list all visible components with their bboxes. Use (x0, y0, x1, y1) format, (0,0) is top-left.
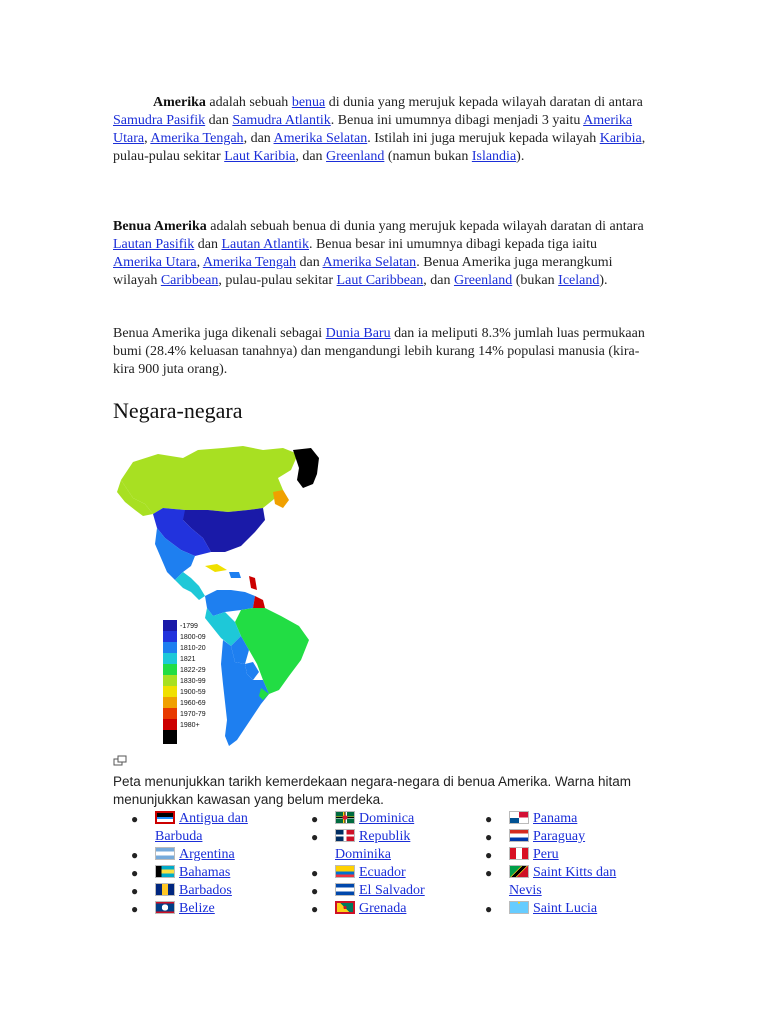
link-grenada[interactable]: Grenada (359, 901, 407, 916)
flag-el-salvador-icon (335, 883, 355, 896)
link-samudra-pasifik[interactable]: Samudra Pasifik (113, 113, 206, 128)
americas-independence-map[interactable] (113, 440, 323, 750)
flag-saint-lucia-icon (509, 901, 529, 914)
legend-label-8: 1970-79 (180, 711, 206, 718)
list-item (293, 810, 468, 828)
link-el-salvador[interactable]: El Salvador (359, 883, 425, 898)
link-samudra-atlantik[interactable]: Samudra Atlantik (232, 113, 331, 128)
legend-label-5: 1830-99 (180, 678, 206, 685)
link-lautan-atlantik[interactable]: Lautan Atlantik (221, 237, 309, 252)
legend-label-1: 1800-09 (180, 634, 206, 641)
country-list-col-1 (113, 810, 293, 918)
bullet: ● (311, 830, 319, 844)
list-item (293, 900, 468, 918)
link-amerika-tengah-2[interactable]: Amerika Tengah (202, 255, 297, 270)
link-dominica[interactable]: Dominica (359, 811, 415, 826)
flag-panama-icon (509, 811, 529, 824)
bullet: ● (485, 830, 493, 844)
map-region-greenland (293, 448, 319, 488)
link-republik-dominika[interactable]: Republik (359, 829, 411, 844)
flag-barbados-icon (155, 883, 175, 896)
flag-saint-kitts-icon (509, 865, 529, 878)
list-item (113, 810, 293, 846)
bullet: ● (131, 848, 139, 862)
list-item (467, 900, 642, 918)
link-republik-dominika-line2[interactable]: Dominika (335, 847, 391, 862)
map-region-cuba (205, 564, 227, 572)
list-item (113, 846, 293, 864)
legend-label-4: 1822-29 (180, 667, 206, 674)
enlarge-icon[interactable] (113, 755, 127, 767)
map-legend (163, 620, 206, 744)
link-laut-caribbean[interactable]: Laut Caribbean (336, 273, 424, 288)
link-saint-lucia[interactable]: Saint Lucia (533, 901, 598, 916)
link-ecuador[interactable]: Ecuador (359, 865, 406, 880)
map-caption: Peta menunjukkan tarikh kemerdekaan negara-negara di benua Amerika. Warna hitam menunjukkan kawasan yang belum merdeka. (113, 774, 632, 807)
section-heading: Negara-negara (113, 398, 243, 423)
country-list-col-3 (467, 810, 642, 918)
flag-argentina-icon (155, 847, 175, 860)
link-barbados[interactable]: Barbados (179, 883, 232, 898)
legend-label-9: 1980+ (180, 722, 200, 729)
map-region-lesser-antilles (249, 576, 257, 590)
link-bahamas[interactable]: Bahamas (179, 865, 231, 880)
map-region-hispaniola (229, 572, 241, 578)
second-paragraph: Benua Amerika adalah sebuah benua di dunia yang merujuk kepada wilayah daratan di antara Lautan Pasifik dan Lautan Atlantik. Benua besar ini umumnya dibagi kepada tiga iaitu Amerika Utara, Amerika Tengah dan Amerika Selatan. Benua Amerika juga merangkumi wilayah Caribbean, pulau-pulau sekitar Laut Caribbean, dan Greenland (bukan Iceland). (113, 219, 644, 288)
country-list-col-2 (293, 810, 468, 918)
list-item (113, 882, 293, 900)
link-caribbean[interactable]: Caribbean (160, 273, 219, 288)
list-item (467, 828, 642, 846)
link-greenland-2[interactable]: Greenland (453, 273, 513, 288)
link-panama[interactable]: Panama (533, 811, 578, 826)
list-item (293, 882, 468, 900)
legend-label-7: 1960-69 (180, 700, 206, 707)
flag-ecuador-icon (335, 865, 355, 878)
link-amerika-utara-2[interactable]: Amerika Utara (113, 255, 197, 270)
link-belize[interactable]: Belize (179, 901, 215, 916)
bullet: ● (311, 866, 319, 880)
flag-dominican-republic-icon (335, 829, 355, 842)
bullet: ● (485, 812, 493, 826)
intro-paragraph: Amerika adalah sebuah benua di dunia yang merujuk kepada wilayah daratan di antara Samudra Pasifik dan Samudra Atlantik. Benua ini umumnya dibagi menjadi 3 yaitu Amerika Utara, Amerika Tengah, dan Amerika Selatan. Istilah ini juga merujuk kepada wilayah Karibia, pulau-pulau sekitar Laut Karibia, dan Greenland (namun bukan Islandia). (113, 95, 646, 164)
third-paragraph: Benua Amerika juga dikenali sebagai Dunia Baru dan ia meliputi 8.3% jumlah luas permukaan bumi (28.4% keluasan tanahnya) dan mengandungi lebih kurang 14% populasi manusia (kira-kira 900 juta orang). (113, 326, 645, 377)
flag-grenada-icon (335, 901, 355, 914)
flag-belize-icon (155, 901, 175, 914)
link-islandia[interactable]: Islandia (471, 149, 517, 164)
legend-label-6: 1900-59 (180, 689, 206, 696)
legend-label-2: 1810-20 (180, 645, 206, 652)
bullet: ● (311, 884, 319, 898)
bullet: ● (485, 866, 493, 880)
bullet: ● (131, 902, 139, 916)
list-item (293, 828, 468, 864)
link-antigua-line2[interactable]: Barbuda (155, 829, 203, 844)
link-lautan-pasifik[interactable]: Lautan Pasifik (113, 237, 195, 252)
legend-label-3: 1821 (180, 656, 196, 663)
bullet: ● (131, 812, 139, 826)
bullet: ● (485, 902, 493, 916)
flag-dominica-icon (335, 811, 355, 824)
link-amerika-selatan-2[interactable]: Amerika Selatan (322, 255, 417, 270)
list-item (467, 864, 642, 900)
map-region-newfoundland (273, 490, 289, 508)
link-peru[interactable]: Peru (533, 847, 559, 862)
flag-paraguay-icon (509, 829, 529, 842)
link-iceland[interactable]: Iceland (558, 273, 600, 288)
bullet: ● (485, 848, 493, 862)
link-argentina[interactable]: Argentina (179, 847, 235, 862)
link-karibia[interactable]: Karibia (599, 131, 642, 146)
map-region-canada (121, 446, 298, 514)
link-amerika-tengah[interactable]: Amerika Tengah (150, 131, 244, 146)
list-item (467, 810, 642, 828)
link-amerika-selatan[interactable]: Amerika Selatan (273, 131, 368, 146)
link-greenland[interactable]: Greenland (326, 149, 385, 164)
flag-bahamas-icon (155, 865, 175, 878)
map-region-central-america (175, 572, 205, 600)
link-antigua[interactable]: Antigua dan (179, 811, 248, 826)
bullet: ● (311, 812, 319, 826)
bullet: ● (131, 884, 139, 898)
link-paraguay[interactable]: Paraguay (533, 829, 586, 844)
link-laut-karibia[interactable]: Laut Karibia (224, 149, 296, 164)
link-saint-kitts-line2[interactable]: Nevis (509, 883, 542, 898)
map-region-guianas (253, 596, 265, 610)
list-item (467, 846, 642, 864)
term-benua-amerika: Benua Amerika (113, 219, 207, 234)
flag-antigua-icon (155, 811, 175, 824)
list-item (113, 900, 293, 918)
link-dunia-baru[interactable]: Dunia Baru (325, 326, 391, 341)
bullet: ● (311, 902, 319, 916)
bullet: ● (131, 866, 139, 880)
link-saint-kitts[interactable]: Saint Kitts dan (533, 865, 617, 880)
link-amerika-utara[interactable]: Amerika Utara (113, 113, 633, 146)
legend-label-0: -1799 (180, 623, 198, 630)
flag-peru-icon (509, 847, 529, 860)
term-amerika: Amerika (153, 95, 206, 110)
list-item (293, 864, 468, 882)
link-benua[interactable]: benua (291, 95, 326, 110)
list-item (113, 864, 293, 882)
